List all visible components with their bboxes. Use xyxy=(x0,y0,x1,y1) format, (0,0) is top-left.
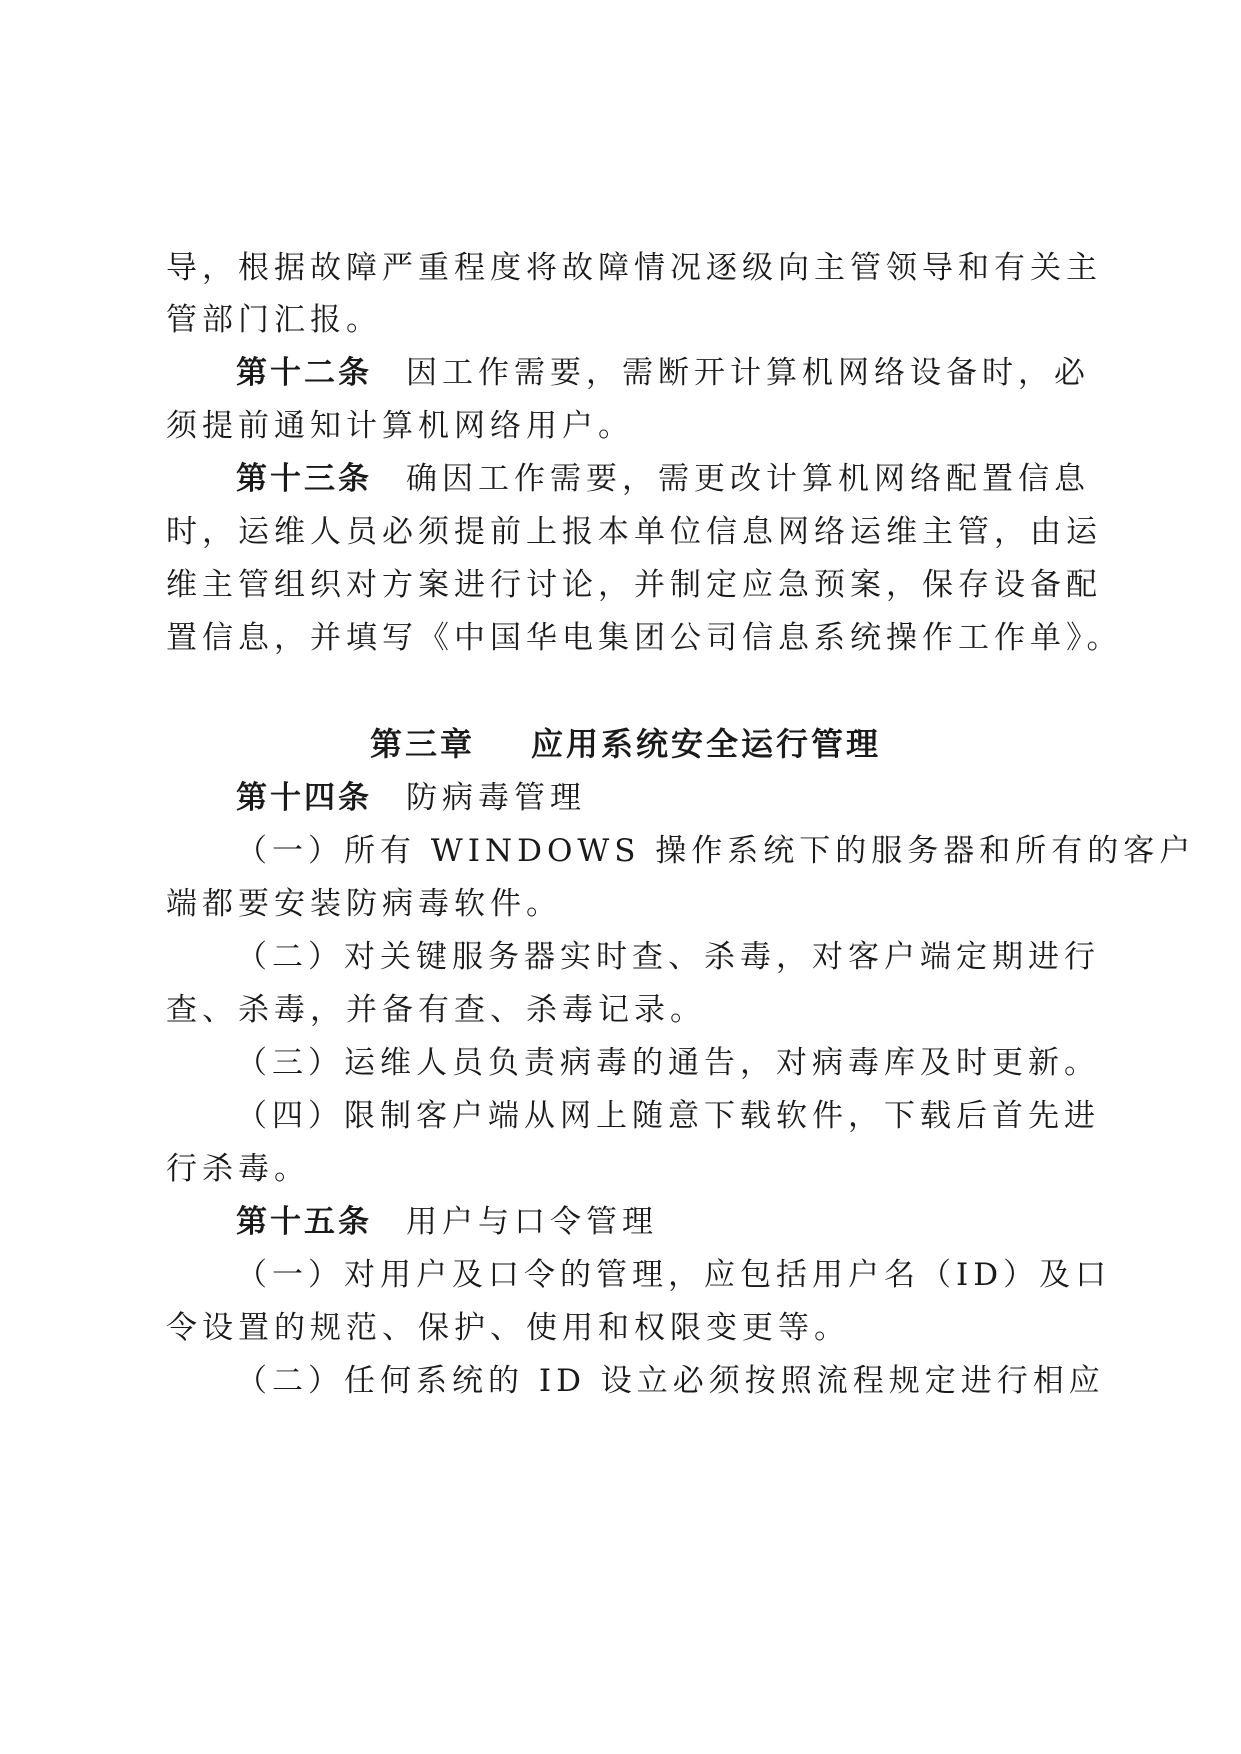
list-item-line: （一）所有 WINDOWS 操作系统下的服务器和所有的客户 xyxy=(236,833,1196,869)
paragraph-line: 令设置的规范、保护、使用和权限变更等。 xyxy=(166,1310,850,1346)
article-heading: 第十五条 xyxy=(236,1204,372,1240)
article-13: 第十三条 确因工作需要，需更改计算机网络配置信息 xyxy=(236,461,1090,497)
article-heading: 第十三条 xyxy=(236,461,372,497)
paragraph-line: 置信息，并填写《中国华电集团公司信息系统操作工作单》。 xyxy=(166,620,1123,656)
paragraph-line: 维主管组织对方案进行讨论，并制定应急预案，保存设备配 xyxy=(166,567,1102,603)
article-12: 第十二条 因工作需要，需断开计算机网络设备时，必 xyxy=(236,355,1090,391)
article-14: 第十四条 防病毒管理 xyxy=(236,780,586,816)
paragraph-line: 时，运维人员必须提前上报本单位信息网络运维主管，由运 xyxy=(166,514,1102,550)
list-item-line: （一）对用户及口令的管理，应包括用户名（ID）及口 xyxy=(236,1257,1112,1293)
paragraph-line: 端都要安装防病毒软件。 xyxy=(166,886,562,922)
list-item-line: （二）任何系统的 ID 设立必须按照流程规定进行相应 xyxy=(236,1363,1105,1399)
list-item-line: （四）限制客户端从网上随意下载软件，下载后首先进 xyxy=(236,1098,1100,1134)
paragraph-line: 须提前通知计算机网络用户。 xyxy=(166,408,634,444)
chapter-heading xyxy=(370,724,881,764)
paragraph-line: 管部门汇报。 xyxy=(166,302,382,338)
article-15: 第十五条 用户与口令管理 xyxy=(236,1204,658,1240)
paragraph-line: 查、杀毒，并备有查、杀毒记录。 xyxy=(166,992,706,1028)
chapter-number: 第三章 xyxy=(370,725,476,763)
paragraph-line: 行杀毒。 xyxy=(166,1151,310,1187)
article-heading: 第十四条 xyxy=(236,780,372,816)
article-heading: 第十二条 xyxy=(236,355,372,391)
list-item-line: （二）对关键服务器实时查、杀毒，对客户端定期进行 xyxy=(236,939,1100,975)
list-item-line: （三）运维人员负责病毒的通告，对病毒库及时更新。 xyxy=(236,1045,1100,1081)
paragraph-line: 导，根据故障严重程度将故障情况逐级向主管领导和有关主 xyxy=(166,250,1102,286)
chapter-title: 应用系统安全运行管理 xyxy=(531,725,882,763)
